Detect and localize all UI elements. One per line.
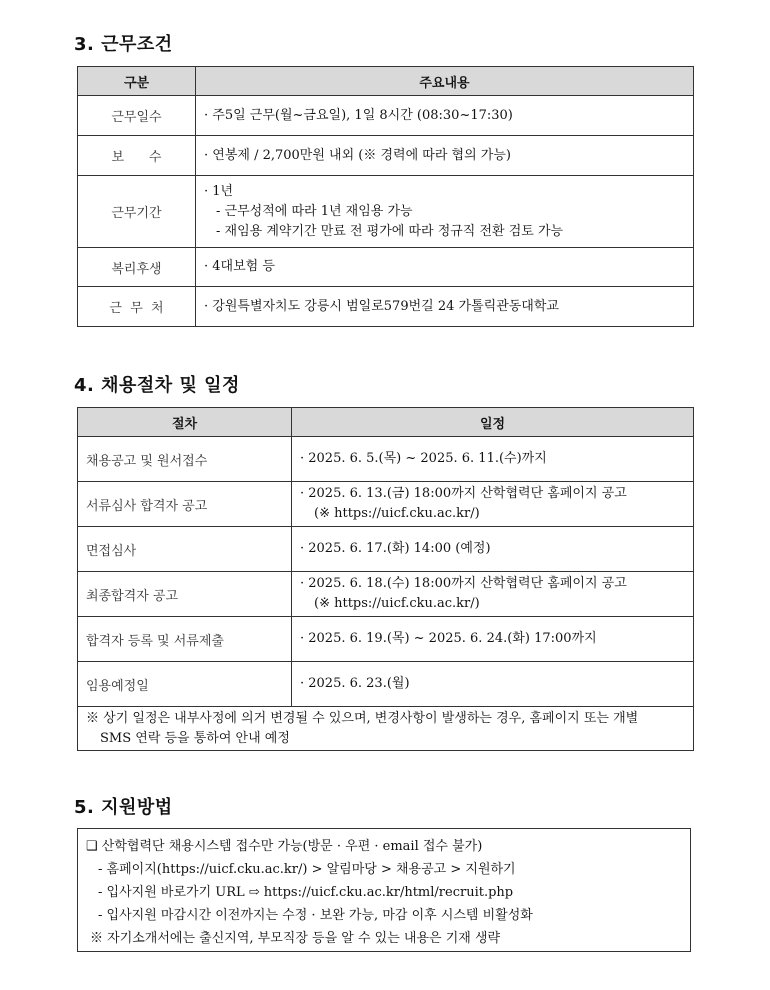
method-text: ❑ 산학협력단 채용시스템 접수만 가능(방문 · 우편 · email 접수 불가): [86, 839, 483, 854]
row-label: 근 무 처: [78, 287, 196, 327]
row-text: · 주5일 근무(월~금요일), 1일 8시간 (08:30~17:30): [204, 107, 513, 123]
table-row: [78, 437, 694, 482]
work-conditions-table: [77, 66, 694, 327]
table-row: [78, 482, 694, 527]
row-text: - 재임용 계약기간 만료 전 평가에 따라 정규직 전환 검토 가능: [216, 223, 564, 239]
row-text: (※ https://uicf.cku.ac.kr/): [314, 506, 480, 521]
method-text: - 홈페이지(https://uicf.cku.ac.kr/) > 알림마당 > 채용공고 > 지원하기: [98, 862, 516, 877]
row-label: 채용공고 및 원서접수: [78, 437, 292, 482]
row-text: · 2025. 6. 23.(월): [300, 676, 410, 691]
table-row: [78, 572, 694, 617]
header-schedule: 일정: [292, 408, 694, 437]
note-text: SMS 연락 등을 통하여 안내 예정: [100, 730, 290, 746]
row-text: · 강원특별자치도 강릉시 범일로579번길 24 가톨릭관동대학교: [204, 298, 559, 314]
note-text: ※ 상기 일정은 내부사정에 의거 변경될 수 있으며, 변경사항이 발생하는 경우, 홈페이지 또는 개별: [86, 710, 639, 726]
table-row: [78, 617, 694, 662]
row-label: 최종합격자 공고: [78, 572, 292, 617]
row-text: · 연봉제 / 2,700만원 내외 (※ 경력에 따라 협의 가능): [204, 147, 511, 163]
row-label: 보 수: [78, 136, 196, 176]
method-text: - 입사지원 마감시간 이전까지는 수정 · 보완 가능, 마감 이후 시스템 비활성화: [98, 908, 533, 923]
header-category: 구분: [78, 67, 196, 96]
application-method-box: [77, 828, 691, 952]
row-text: · 2025. 6. 17.(화) 14:00 (예정): [300, 541, 491, 556]
schedule-table: [77, 407, 694, 751]
row-label: 근무기간: [78, 176, 196, 248]
row-text: · 2025. 6. 13.(금) 18:00까지 산학협력단 홈페이지 공고: [300, 486, 627, 501]
row-label: 면접심사: [78, 527, 292, 572]
method-note: ※ 자기소개서에는 출신지역, 부모직장 등을 알 수 있는 내용은 기재 생략: [90, 931, 501, 946]
row-text: - 근무성적에 따라 1년 재임용 가능: [216, 203, 413, 219]
header-procedure: 절차: [78, 408, 292, 437]
section-5-title: 5. 지원방법: [74, 797, 173, 818]
row-label: 합격자 등록 및 서류제출: [78, 617, 292, 662]
table-header: [78, 67, 694, 96]
row-label: 근무일수: [78, 96, 196, 136]
table-row: [78, 136, 694, 176]
table-note-row: [78, 707, 694, 751]
row-text: · 1년: [204, 183, 234, 199]
table-header: [78, 408, 694, 437]
row-text: · 2025. 6. 18.(수) 18:00까지 산학협력단 홈페이지 공고: [300, 576, 627, 591]
row-text: · 4대보험 등: [204, 259, 275, 274]
table-row: [78, 96, 694, 136]
table-row: [78, 527, 694, 572]
row-label: 서류심사 합격자 공고: [78, 482, 292, 527]
table-row: [78, 662, 694, 707]
table-row: [78, 287, 694, 327]
row-text: (※ https://uicf.cku.ac.kr/): [314, 596, 480, 611]
section-4-title: 4. 채용절차 및 일정: [74, 375, 240, 396]
table-row: [78, 248, 694, 287]
row-label: 복리후생: [78, 248, 196, 287]
row-text: · 2025. 6. 5.(목) ~ 2025. 6. 11.(수)까지: [300, 451, 547, 466]
row-label: 임용예정일: [78, 662, 292, 707]
table-row: [78, 176, 694, 248]
header-content: 주요내용: [196, 67, 694, 96]
method-text: - 입사지원 바로가기 URL ⇨ https://uicf.cku.ac.kr/html/recruit.php: [98, 885, 514, 900]
section-3-title: 3. 근무조건: [74, 34, 173, 55]
row-text: · 2025. 6. 19.(목) ~ 2025. 6. 24.(화) 17:00까지: [300, 631, 597, 646]
